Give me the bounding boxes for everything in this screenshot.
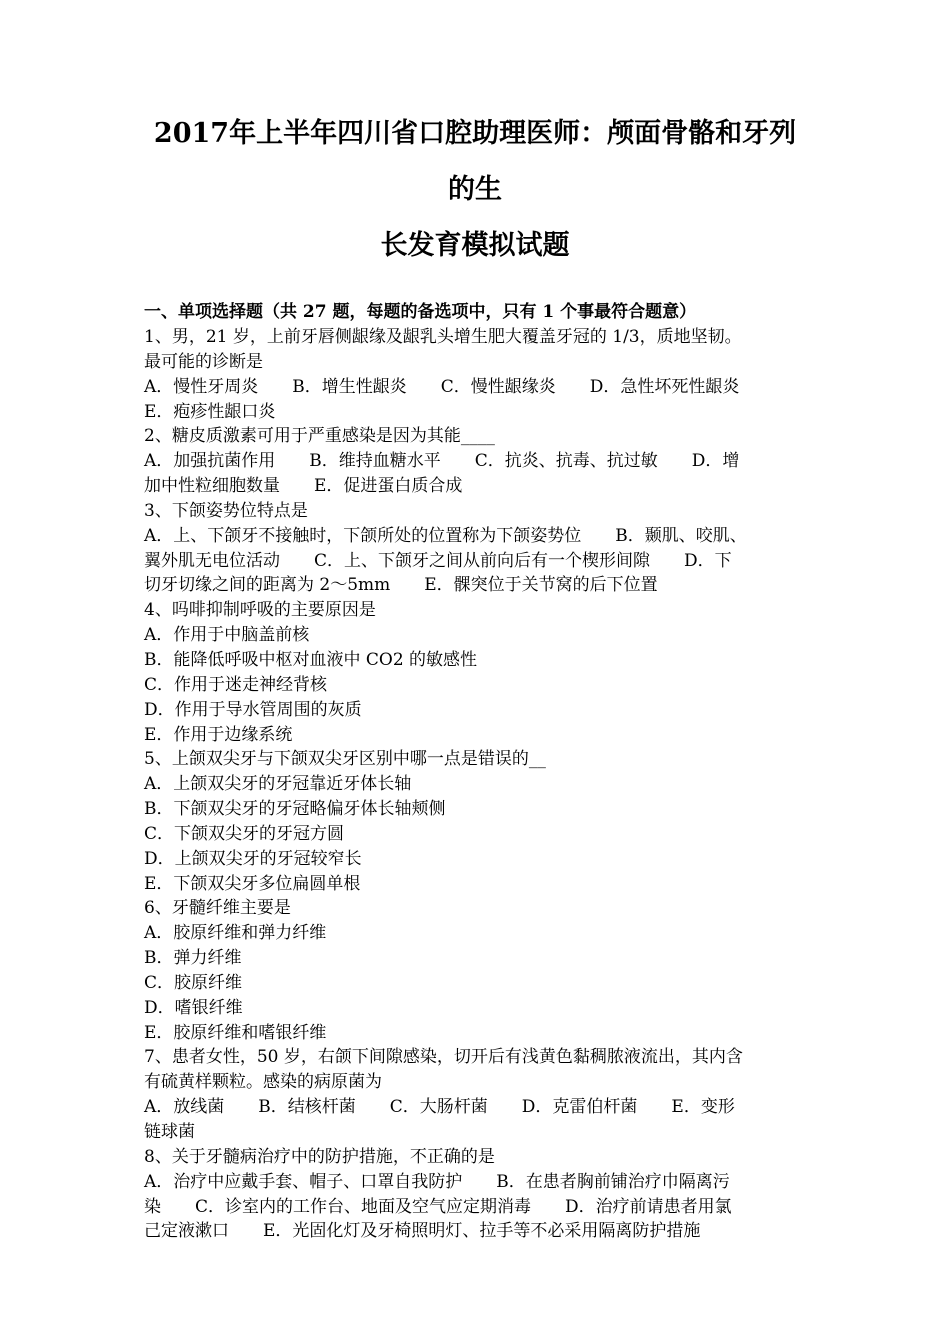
text-line: C．下颌双尖牙的牙冠方圆 <box>144 823 345 844</box>
text-line: A．慢性牙周炎 B．增生性龈炎 C．慢性龈缘炎 D．急性坏死性龈炎 <box>144 376 740 397</box>
text-line: 最可能的诊断是 <box>144 351 263 372</box>
text-line: D．上颌双尖牙的牙冠较窄长 <box>144 848 362 869</box>
title-line-1: 2017年上半年四川省口腔助理医师：颅面骨骼和牙列的生 <box>153 118 797 205</box>
text-line: B．下颌双尖牙的牙冠略偏牙体长轴颊侧 <box>144 799 446 820</box>
text-line: 己定液漱口 E．光固化灯及牙椅照明灯、拉手等不必采用隔离防护措施 <box>144 1221 701 1242</box>
text-line: 染 C．诊室内的工作台、地面及空气应定期消毒 D．治疗前请患者用氯 <box>144 1196 732 1217</box>
text-line: 2、糖皮质激素可用于严重感染是因为其能____ <box>144 426 495 447</box>
text-line: 7、患者女性，50 岁，右颌下间隙感染，切开后有浅黄色黏稠脓液流出，其内含 <box>144 1047 743 1068</box>
question-list <box>144 325 806 1244</box>
text-line: B．能降低呼吸中枢对血液中 CO2 的敏感性 <box>144 649 478 670</box>
text-line: E．胶原纤维和嗜银纤维 <box>144 1022 327 1043</box>
text-line: E．下颌双尖牙多位扁圆单根 <box>144 873 361 894</box>
text-line: C．作用于迷走神经背核 <box>144 674 328 695</box>
text-line: 8、关于牙髓病治疗中的防护措施，不正确的是 <box>144 1146 495 1167</box>
text-line: A．上颌双尖牙的牙冠靠近牙体长轴 <box>144 774 412 795</box>
text-line: 3、下颌姿势位特点是 <box>144 500 308 521</box>
text-line: A．胶原纤维和弹力纤维 <box>144 923 327 944</box>
text-line: 4、吗啡抑制呼吸的主要原因是 <box>144 600 376 621</box>
title-line-2: 长发育模拟试题 <box>380 230 570 261</box>
text-line: E．疱疹性龈口炎 <box>144 401 276 422</box>
text-line: C．胶原纤维 <box>144 972 243 993</box>
text-line: B．弹力纤维 <box>144 948 242 969</box>
text-line: 5、上颌双尖牙与下颌双尖牙区别中哪一点是错误的__ <box>144 749 546 770</box>
text-line: 加中性粒细胞数量 E．促进蛋白质合成 <box>144 476 463 497</box>
text-line: D．嗜银纤维 <box>144 997 243 1018</box>
text-line: A．作用于中脑盖前核 <box>144 625 310 646</box>
text-line: D．作用于导水管周围的灰质 <box>144 699 362 720</box>
text-line: 链球菌 <box>144 1122 195 1142</box>
text-line: A．放线菌 B．结核杆菌 C．大肠杆菌 D．克雷伯杆菌 E．变形 <box>144 1097 735 1118</box>
text-line: 1、男，21 岁，上前牙唇侧龈缘及龈乳头增生肥大覆盖牙冠的 1/3，质地坚韧。 <box>144 327 742 347</box>
section-heading: 一、单项选择题（共 27 题，每题的备选项中，只有 1 个事最符合题意） <box>144 302 697 322</box>
text-line: 翼外肌无电位活动 C．上、下颌牙之间从前向后有一个楔形间隙 D．下 <box>144 550 732 571</box>
document-title <box>144 0 806 274</box>
text-line: 6、牙髓纤维主要是 <box>144 898 291 919</box>
text-line: E．作用于边缘系统 <box>144 724 293 745</box>
text-line: A．加强抗菌作用 B．维持血糖水平 C．抗炎、抗毒、抗过敏 D．增 <box>144 451 740 472</box>
text-line: 有硫黄样颗粒。感染的病原菌为 <box>144 1072 382 1093</box>
text-line: 切牙切缘之间的距离为 2～5mm E．髁突位于关节窝的后下位置 <box>144 575 658 596</box>
text-line: A．上、下颌牙不接触时，下颌所处的位置称为下颌姿势位 B．颞肌、咬肌、 <box>144 525 747 546</box>
text-line: A．治疗中应戴手套、帽子、口罩自我防护 B．在患者胸前铺治疗巾隔离污 <box>144 1171 730 1192</box>
